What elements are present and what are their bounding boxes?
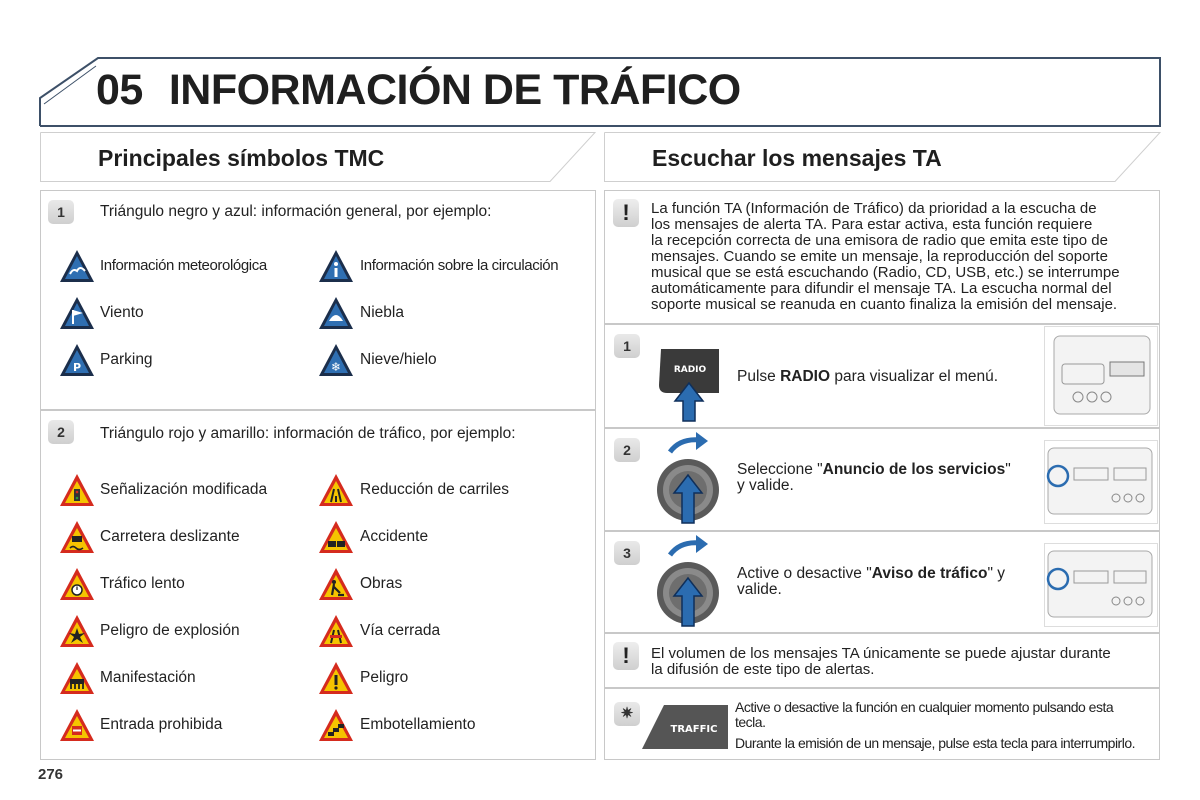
traffic-key-label: TRAFFIC [670, 724, 718, 735]
symbol-label: Peligro [360, 669, 409, 686]
step-text-part: para visualizar el menú. [830, 368, 999, 385]
general-symbols-intro: Triángulo negro y azul: información general, por ejemplo: [100, 203, 492, 220]
left-section-title: Principales símbolos TMC [98, 145, 385, 171]
step-badge: 1 [614, 334, 640, 358]
symbol-label: Parking [100, 351, 153, 368]
step-text-line [737, 566, 1005, 582]
parking-icon [59, 343, 95, 377]
symbol-label: Peligro de explosión [100, 622, 240, 639]
note-line: La función TA (Información de Tráfico) da prioridad a la escucha de [651, 200, 1097, 217]
slippery-road-icon [59, 520, 95, 554]
danger-icon [318, 661, 354, 695]
symbol-label: Embotellamiento [360, 716, 476, 733]
symbol-label: Vía cerrada [360, 622, 441, 639]
warning-icon: ! [613, 642, 639, 670]
step-text-part: Pulse [737, 368, 781, 385]
note-line: automáticamente para difundir el mensaje TA. La escucha normal del [651, 280, 1112, 297]
step-badge: 2 [614, 438, 640, 462]
tip-icon: ✷ [614, 702, 640, 726]
step-text-part: " y [987, 565, 1006, 582]
tip-line: Active o desactive la función en cualquier momento pulsando esta [735, 699, 1114, 715]
step-text-line [737, 462, 1011, 478]
warning-icon: ! [613, 199, 639, 227]
right-section-title: Escuchar los mensajes TA [652, 145, 942, 171]
note-line: la difusión de este tipo de alertas. [651, 661, 875, 678]
note-line: mensajes. Cuando se emite un mensaje, la reproducción del soporte [651, 248, 1108, 265]
demonstration-icon [59, 661, 95, 695]
note-line: la recepción correcta de una emisora de radio que emita este tipo de [651, 232, 1108, 249]
svg-text:P: P [72, 361, 82, 374]
lane-reduction-icon [318, 473, 354, 507]
symbol-label: Accidente [360, 528, 429, 545]
symbol-label: Información meteorológica [100, 257, 267, 274]
symbol-label: Nieve/hielo [360, 351, 437, 368]
symbol-label: Niebla [360, 304, 404, 321]
tip-line: tecla. [735, 714, 766, 730]
snow-ice-icon [318, 343, 354, 377]
traffic-info-icon [318, 249, 354, 283]
svg-text:❄: ❄ [330, 360, 342, 374]
accident-icon [318, 520, 354, 554]
step-text-bold: Anuncio de los servicios [822, 461, 1006, 478]
radio-unit-illustration [1044, 440, 1158, 524]
weather-info-icon [59, 249, 95, 283]
modified-signs-icon [59, 473, 95, 507]
radio-key-label: RADIO [673, 365, 707, 375]
chapter-number: 05 [96, 66, 143, 114]
step-text-part: Active o desactive " [737, 565, 872, 582]
step-text-line: y valide. [737, 477, 794, 494]
tip-line: Durante la emisión de un mensaje, pulse esta tecla para interrumpirlo. [735, 735, 1136, 751]
road-closed-icon [318, 614, 354, 648]
note-line: los mensajes de alerta TA. Para estar activa, esta función requiere [651, 216, 1093, 233]
symbol-label: Información sobre la circulación [360, 257, 559, 274]
rotary-knob-illustration [650, 430, 726, 525]
symbol-label: Carretera deslizante [100, 528, 240, 545]
symbol-label: Viento [100, 304, 144, 321]
no-entry-icon [59, 708, 95, 742]
traffic-key-tip-text [735, 700, 1135, 751]
step-text-bold: Aviso de tráfico [871, 565, 988, 582]
note-line: musical que se está escuchando (Radio, CD, USB, etc.) se interrumpe [651, 264, 1120, 281]
note-line: El volumen de los mensajes TA únicamente se puede ajustar durante [651, 645, 1111, 662]
step-text-bold: RADIO [780, 368, 831, 385]
symbol-label: Señalización modificada [100, 481, 268, 498]
explosion-danger-icon [59, 614, 95, 648]
step-text-line: valide. [737, 581, 782, 598]
symbol-label: Tráfico lento [100, 575, 185, 592]
step-badge: 2 [48, 420, 74, 444]
symbol-label: Obras [360, 575, 403, 592]
fog-icon [318, 296, 354, 330]
step-2-text [737, 462, 1011, 494]
volume-note-text [651, 646, 1111, 678]
step-text-part: Seleccione " [737, 461, 823, 478]
step-1-text [737, 369, 998, 385]
chapter-title [96, 66, 741, 115]
ta-info-note-text [651, 201, 1120, 313]
step-badge: 1 [48, 200, 74, 224]
rotary-knob-illustration [650, 533, 726, 628]
traffic-jam-icon [318, 708, 354, 742]
traffic-key-illustration [642, 705, 728, 749]
page-number: 276 [38, 766, 64, 783]
chapter-title-text: INFORMACIÓN DE TRÁFICO [168, 66, 741, 114]
slow-traffic-icon [59, 567, 95, 601]
radio-key-illustration [655, 345, 723, 423]
symbol-label: Entrada prohibida [100, 716, 223, 733]
step-text-part: " [1005, 461, 1011, 478]
symbol-label: Reducción de carriles [360, 481, 510, 498]
wind-icon [59, 296, 95, 330]
road-works-icon [318, 567, 354, 601]
step-badge: 3 [614, 541, 640, 565]
radio-unit-illustration [1044, 543, 1158, 627]
note-line: soporte musical se reanuda en cuanto finaliza la emisión del mensaje. [651, 296, 1118, 313]
step-3-text [737, 566, 1005, 598]
traffic-symbols-intro: Triángulo rojo y amarillo: información de tráfico, por ejemplo: [100, 425, 516, 442]
symbol-label: Manifestación [100, 669, 196, 686]
radio-unit-illustration [1044, 326, 1158, 426]
